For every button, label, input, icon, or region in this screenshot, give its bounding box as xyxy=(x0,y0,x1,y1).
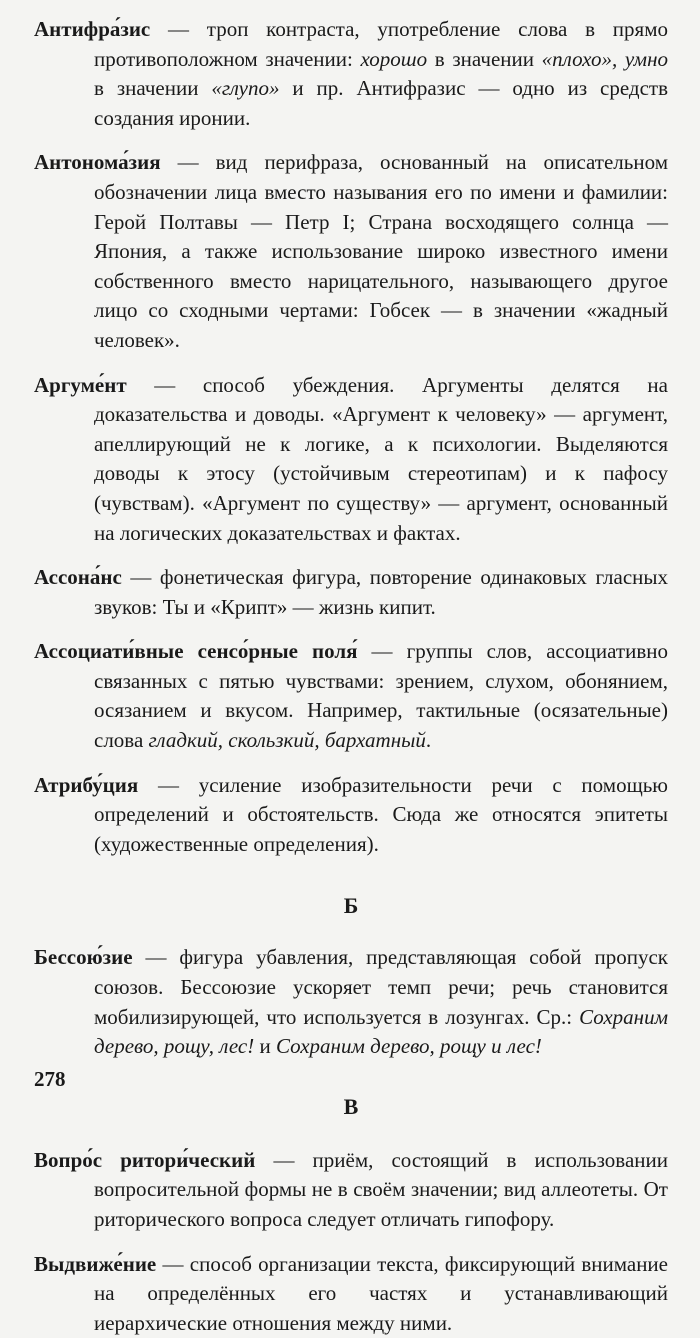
entry-term: Аргуме́нт xyxy=(34,372,127,397)
dictionary-entry xyxy=(34,1250,668,1338)
entry-term: Бессою́зие xyxy=(34,945,133,970)
section-v-entries xyxy=(34,1146,668,1338)
entry-example-italic: «глупо» xyxy=(211,76,280,101)
entry-definition-text: — способ организации текста, фиксирующий внимание на определённых его частях и устанавливающий иерархические отношения между ними. xyxy=(94,1251,668,1335)
dictionary-entry xyxy=(34,771,668,860)
entry-definition-text: в значении xyxy=(94,76,212,101)
section-a-entries xyxy=(34,15,668,859)
entry-term: Антонома́зия xyxy=(34,150,161,175)
entry-definition-text: — приём, состоящий в использовании вопросительной формы не в своём значении; вид аллеотеты. От риторического вопроса следует отличать гипофору. xyxy=(94,1147,668,1231)
dictionary-entry xyxy=(34,943,668,1061)
entry-definition-text: — группы слов, ассоциативно связанных с пятью чувствами: зрением, слухом, обонянием, осязанием и вкусом. Например, тактильные (осязательные) слова xyxy=(94,639,668,753)
entry-term: Антифра́зис xyxy=(34,17,151,41)
dictionary-entry xyxy=(34,563,668,622)
entry-definition-text: — фигура убавления, представляющая собой пропуск союзов. Бессоюзие ускоряет темп речи; речь становится мобилизирующей, что используется в лозунгах. Ср.: xyxy=(94,945,668,1029)
letter-heading-b: Б xyxy=(343,893,359,919)
dictionary-entry xyxy=(34,637,668,755)
entry-example-italic: хорошо xyxy=(360,46,428,71)
entry-definition-text: — вид перифраза, основанный на описательном обозначении лица вместо называния его по имени и фамилии: Герой Полтавы — Петр I; Страна восходящего солнца — Япония, а также использование широко известного имени собственного вместо нарицательного, называющего другое лицо со сходными чертами: Гобсек — в значении «жадный человек». xyxy=(94,150,668,352)
dictionary-entry xyxy=(34,371,668,549)
dictionary-entry xyxy=(34,148,668,355)
entry-example-italic: гладкий, скользкий, бархатный xyxy=(148,728,426,753)
entry-term: Ассоциати́вные сенсо́рные поля́ xyxy=(34,639,358,664)
dictionary-entry xyxy=(34,1146,668,1235)
entry-definition-text: и пр. Антифразис — одно из средств создания иронии. xyxy=(94,76,668,130)
page-number: 278 xyxy=(34,1067,66,1091)
section-b-entries xyxy=(34,943,668,1061)
entry-example-italic: Сохраним дерево, рощу и лес! xyxy=(276,1034,542,1059)
entry-definition-text: — способ убеждения. Аргументы делятся на доказательства и доводы. «Аргумент к человеку» — аргумент, апеллирующий не к логике, а к психологии. Выделяются доводы к этосу (устойчивым стереотипам) и к пафосу (чувствам). «Аргумент по существу» — аргумент, основанный на логических доказательствах и фактах. xyxy=(94,372,668,545)
entry-term: Выдвиже́ние xyxy=(34,1251,157,1276)
entry-term: Вопро́с ритори́ческий xyxy=(34,1147,256,1172)
entry-definition-text: — усиление изобразительности речи с помощью определений и обстоятельств. Сюда же относятся эпитеты (художественные определения). xyxy=(94,772,668,856)
letter-heading-v: В xyxy=(343,1093,359,1119)
entry-definition-text: . xyxy=(425,728,432,753)
entry-example-italic: «плохо», умно xyxy=(541,46,668,71)
entry-definition-text: в значении xyxy=(427,46,542,71)
entry-term: Ассона́нс xyxy=(34,565,122,590)
entry-definition-text: — фонетическая фигура, повторение одинаковых гласных звуков: Ты и «Крипт» — жизнь кипит. xyxy=(94,565,668,619)
dictionary-entry xyxy=(34,15,668,133)
entry-definition-text: — троп контраста, употребление слова в прямо противоположном значении: xyxy=(94,17,668,71)
entry-example-italic: Сохраним дерево, рощу, лес! xyxy=(94,1004,668,1059)
entry-term: Атрибу́ция xyxy=(34,772,139,797)
entry-definition-text: и xyxy=(254,1034,276,1059)
